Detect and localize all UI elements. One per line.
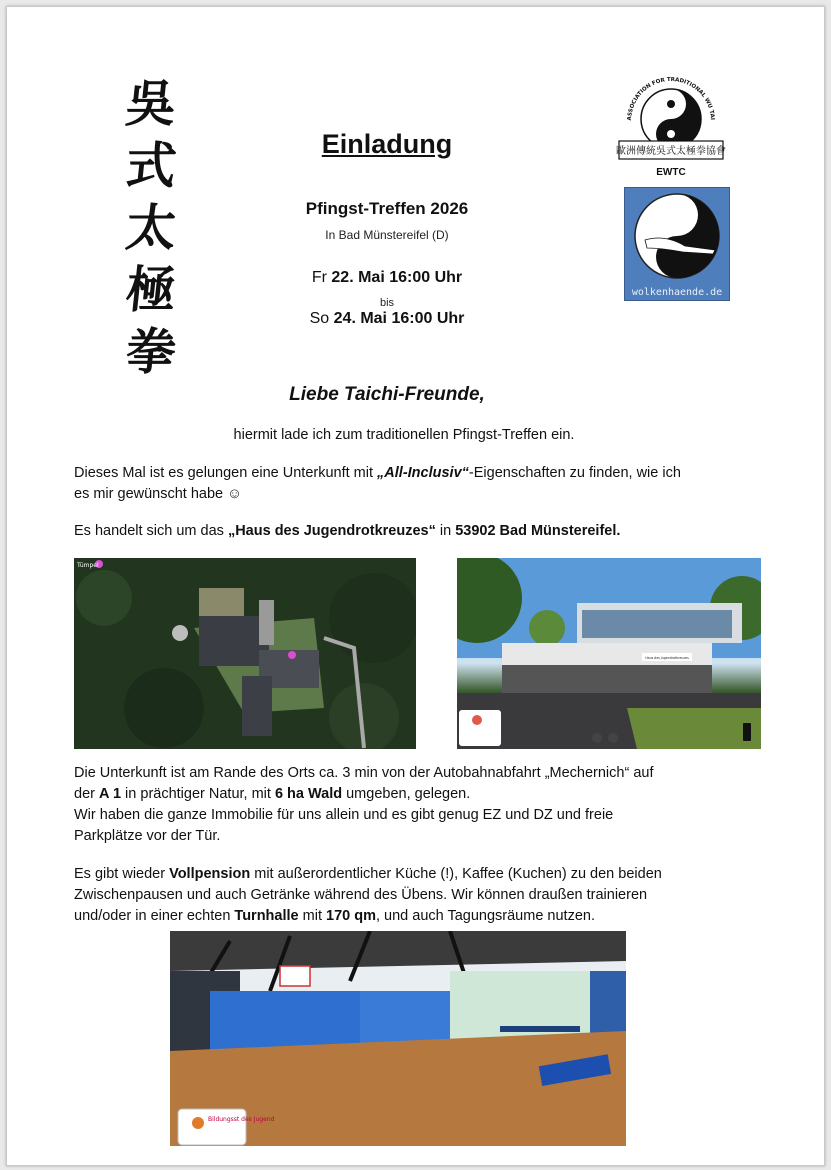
ewtc-logo bbox=[613, 63, 729, 183]
p3-line1: Die Unterkunft ist am Rande des Orts ca. 3 min von der Autobahnabfahrt „Mechernich“ auf bbox=[74, 765, 654, 781]
yin-yang-figure-icon bbox=[625, 188, 729, 284]
ewtc-arc-text: ASSOCIATION FOR TRADITIONAL WU TAI bbox=[626, 76, 715, 121]
p1-bold: „All-Inclusiv“ bbox=[377, 465, 469, 481]
p3-line2c: in prächtiger Natur, mit bbox=[121, 786, 275, 802]
p1-text-after: -Eigenschaften zu finden, wie ich bbox=[468, 465, 681, 481]
building-sign: Haus des Jugendrotkreuzes bbox=[645, 656, 689, 660]
page-title: Einladung bbox=[321, 129, 453, 159]
greeting: Liebe Taichi-Freunde, bbox=[289, 384, 485, 405]
p3-line4: Parkplätze vor der Tür. bbox=[74, 828, 221, 844]
intro-text: hiermit lade ich zum traditionellen Pfingst-Treffen ein. bbox=[233, 427, 575, 443]
gym-photo bbox=[170, 931, 626, 1146]
p2-text-middle: in bbox=[435, 523, 456, 539]
p3-line3: Wir haben die ganze Immobilie für uns allein und es gibt genug EZ und DZ und freie bbox=[74, 807, 614, 823]
end-date-value: 24. Mai 16:00 Uhr bbox=[333, 310, 465, 327]
event-name: Pfingst-Treffen 2026 bbox=[305, 199, 469, 218]
calligraphy-char-4: 極 bbox=[122, 260, 180, 319]
p2-text-before: Es handelt sich um das bbox=[74, 523, 228, 539]
aerial-photo-art bbox=[74, 558, 416, 749]
calligraphy-column bbox=[111, 73, 191, 383]
aerial-photo-label: Tümpel bbox=[77, 562, 99, 569]
date-separator: bis bbox=[379, 297, 395, 309]
start-date bbox=[237, 269, 537, 287]
calligraphy-char-5: 拳 bbox=[122, 322, 180, 381]
p3-forest: 6 ha Wald bbox=[274, 786, 343, 802]
p4-line2: Zwischenpausen und auch Getränke während des Übens. Wir können draußen trainieren bbox=[74, 887, 648, 903]
p4-full-board: Vollpension bbox=[169, 866, 251, 882]
event-location: In Bad Münstereifel (D) bbox=[325, 228, 449, 242]
p4-gym-size: 170 qm bbox=[326, 908, 376, 924]
end-day: So bbox=[309, 310, 330, 327]
aerial-photo bbox=[74, 558, 416, 749]
p3-line2e: umgeben, gelegen. bbox=[342, 786, 471, 802]
p1-text-before: Dieses Mal ist es gelungen eine Unterkunft mit bbox=[74, 465, 378, 481]
ewtc-label: EWTC bbox=[656, 167, 686, 178]
p4-gym: Turnhalle bbox=[234, 908, 299, 924]
p4-line1a: Es gibt wieder bbox=[74, 866, 170, 882]
p4-line3a: und/oder in einer echten bbox=[74, 908, 235, 924]
p4-line3c: mit bbox=[298, 908, 326, 924]
end-date bbox=[237, 310, 537, 328]
p3-line2a: der bbox=[74, 786, 99, 802]
paragraph-location bbox=[74, 521, 734, 542]
paragraph-amenities bbox=[74, 864, 734, 927]
p2-venue-name: „Haus des Jugendrotkreuzes“ bbox=[227, 523, 436, 539]
p4-line1c: mit außerordentlicher Küche (!), Kaffee (Kuchen) zu den beiden bbox=[250, 866, 662, 882]
gym-photo-art bbox=[170, 931, 626, 1146]
wolkenhaende-label: wolkenhaende.de bbox=[631, 287, 723, 298]
start-date-value: 22. Mai 16:00 Uhr bbox=[331, 269, 463, 286]
calligraphy-char-3: 太 bbox=[122, 198, 180, 257]
paragraph-accommodation bbox=[74, 763, 734, 847]
p2-city: 53902 Bad Münstereifel. bbox=[455, 523, 621, 539]
ewtc-cjk-text: 歐洲傳統吳式太極拳協會 bbox=[616, 146, 726, 157]
calligraphy-char-1: 吳 bbox=[122, 74, 180, 133]
wolkenhaende-logo bbox=[624, 187, 730, 301]
start-day: Fr bbox=[311, 269, 327, 286]
building-photo-art bbox=[457, 558, 761, 749]
document-page bbox=[6, 6, 825, 1166]
building-photo bbox=[457, 558, 761, 749]
calligraphy-char-2: 式 bbox=[122, 136, 180, 195]
p4-line3e: , und auch Tagungsräume nutzen. bbox=[375, 908, 595, 924]
p1-text-line2: es mir gewünscht habe ☺ bbox=[74, 486, 242, 502]
gym-map-chip: Bildungsst des Jugend bbox=[208, 1116, 275, 1123]
p3-motorway: A 1 bbox=[99, 786, 122, 802]
yin-yang-icon bbox=[613, 63, 729, 167]
paragraph-all-inclusive bbox=[74, 463, 734, 505]
